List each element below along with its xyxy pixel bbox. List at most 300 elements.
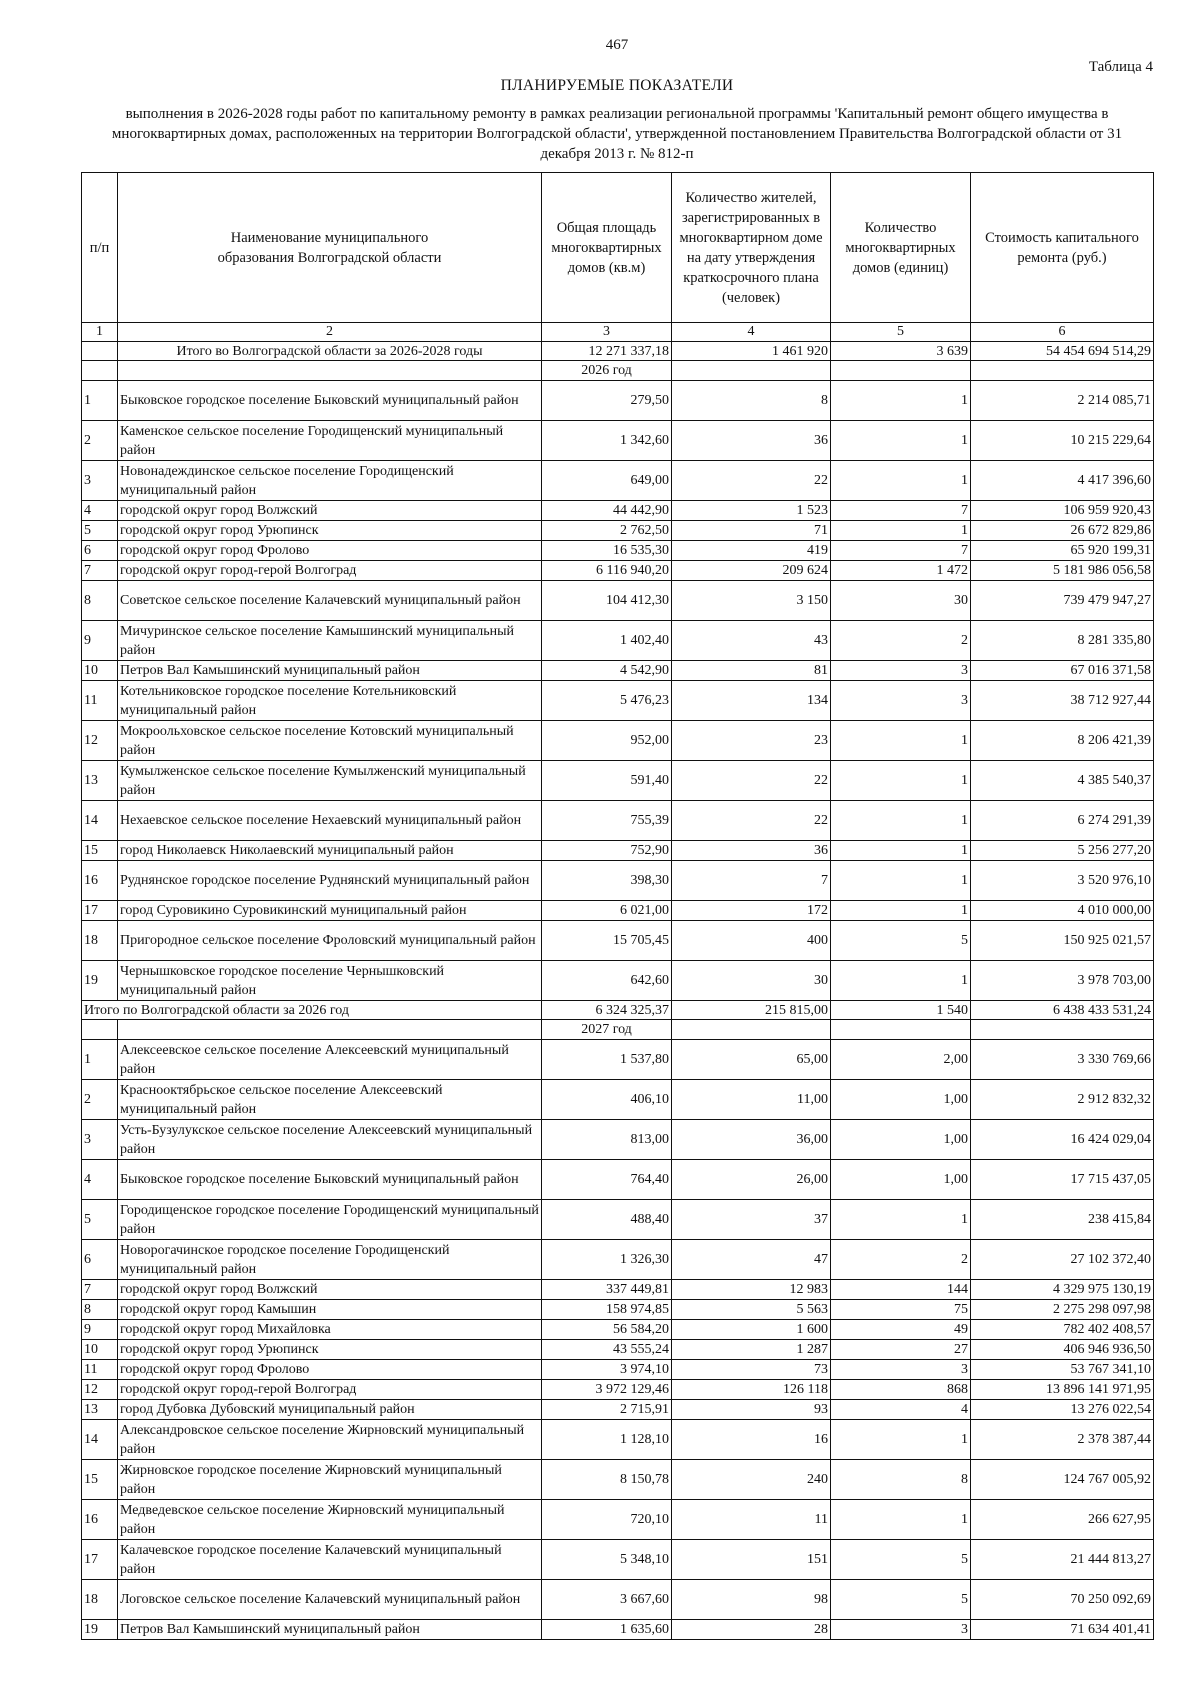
column-number: 2 bbox=[118, 323, 542, 342]
row-index: 16 bbox=[82, 1500, 118, 1540]
area-value: 952,00 bbox=[542, 721, 672, 761]
area-value: 5 348,10 bbox=[542, 1540, 672, 1580]
area-value: 2 715,91 bbox=[542, 1400, 672, 1420]
row-index: 15 bbox=[82, 1460, 118, 1500]
houses-value: 1 bbox=[831, 861, 971, 901]
houses-value: 75 bbox=[831, 1300, 971, 1320]
residents-value: 65,00 bbox=[672, 1040, 831, 1080]
area-value: 1 402,40 bbox=[542, 621, 672, 661]
houses-value: 1 bbox=[831, 421, 971, 461]
area-value: 1 537,80 bbox=[542, 1040, 672, 1080]
residents-value: 172 bbox=[672, 901, 831, 921]
row-index: 9 bbox=[82, 621, 118, 661]
area-value: 488,40 bbox=[542, 1200, 672, 1240]
table-row bbox=[82, 1080, 1154, 1120]
row-index: 15 bbox=[82, 841, 118, 861]
area-value: 764,40 bbox=[542, 1160, 672, 1200]
cost-value: 238 415,84 bbox=[971, 1200, 1154, 1240]
table-row bbox=[82, 681, 1154, 721]
houses-value: 1,00 bbox=[831, 1120, 971, 1160]
table-row bbox=[82, 721, 1154, 761]
cost-value: 124 767 005,92 bbox=[971, 1460, 1154, 1500]
municipality-name: Жирновское городское поселение Жирновский муниципальный район bbox=[118, 1460, 542, 1500]
table-row bbox=[82, 841, 1154, 861]
area-value: 406,10 bbox=[542, 1080, 672, 1120]
row-index: 13 bbox=[82, 1400, 118, 1420]
houses-value: 1 bbox=[831, 521, 971, 541]
municipality-name: Быковское городское поселение Быковский муниципальный район bbox=[118, 381, 542, 421]
area-value: 104 412,30 bbox=[542, 581, 672, 621]
cost-value: 2 378 387,44 bbox=[971, 1420, 1154, 1460]
cost-value: 2 214 085,71 bbox=[971, 381, 1154, 421]
houses-value: 7 bbox=[831, 541, 971, 561]
houses-value: 1 bbox=[831, 461, 971, 501]
residents-value: 11,00 bbox=[672, 1080, 831, 1120]
area-value: 6 021,00 bbox=[542, 901, 672, 921]
cost-value: 3 330 769,66 bbox=[971, 1040, 1154, 1080]
table-label: Таблица 4 bbox=[1088, 59, 1153, 75]
area-value: 398,30 bbox=[542, 861, 672, 901]
area-value: 591,40 bbox=[542, 761, 672, 801]
area-value: 16 535,30 bbox=[542, 541, 672, 561]
municipality-name: Новорогачинское городское поселение Городищенский муниципальный район bbox=[118, 1240, 542, 1280]
year-total-label: Итого по Волгоградской области за 2026 год bbox=[82, 1001, 542, 1020]
table-row bbox=[82, 1540, 1154, 1580]
row-index: 4 bbox=[82, 1160, 118, 1200]
table-row bbox=[82, 1420, 1154, 1460]
table-row bbox=[82, 1300, 1154, 1320]
municipality-name: Новонадеждинское сельское поселение Городищенский муниципальный район bbox=[118, 461, 542, 501]
municipality-name: Чернышковское городское поселение Чернышковский муниципальный район bbox=[118, 961, 542, 1001]
municipality-name: Краснооктябрьское сельское поселение Алексеевский муниципальный район bbox=[118, 1080, 542, 1120]
houses-value: 49 bbox=[831, 1320, 971, 1340]
row-index: 12 bbox=[82, 1380, 118, 1400]
municipality-name: городской округ город Волжский bbox=[118, 1280, 542, 1300]
row-index: 11 bbox=[82, 681, 118, 721]
table-row bbox=[82, 1460, 1154, 1500]
houses-value: 1 bbox=[831, 1420, 971, 1460]
cost-value: 67 016 371,58 bbox=[971, 661, 1154, 681]
year-total-houses: 1 540 bbox=[831, 1001, 971, 1020]
cost-value: 2 275 298 097,98 bbox=[971, 1300, 1154, 1320]
row-index: 19 bbox=[82, 1620, 118, 1640]
residents-value: 1 287 bbox=[672, 1340, 831, 1360]
cost-value: 70 250 092,69 bbox=[971, 1580, 1154, 1620]
row-index: 1 bbox=[82, 1040, 118, 1080]
table-row bbox=[82, 1360, 1154, 1380]
municipality-name: город Суровикино Суровикинский муниципальный район bbox=[118, 901, 542, 921]
municipality-name: город Дубовка Дубовский муниципальный район bbox=[118, 1400, 542, 1420]
houses-value: 1 bbox=[831, 1500, 971, 1540]
grand-total-label: Итого во Волгоградской области за 2026-2028 годы bbox=[118, 342, 542, 361]
municipality-name: Усть-Бузулукское сельское поселение Алексеевский муниципальный район bbox=[118, 1120, 542, 1160]
row-index: 10 bbox=[82, 661, 118, 681]
table-row bbox=[82, 541, 1154, 561]
residents-value: 240 bbox=[672, 1460, 831, 1500]
grand-total-residents: 1 461 920 bbox=[672, 342, 831, 361]
column-number-row bbox=[82, 323, 1154, 342]
row-index: 18 bbox=[82, 921, 118, 961]
table-row bbox=[82, 501, 1154, 521]
column-header: Стоимость капитального ремонта (руб.) bbox=[971, 173, 1154, 323]
houses-value: 27 bbox=[831, 1340, 971, 1360]
cost-value: 106 959 920,43 bbox=[971, 501, 1154, 521]
table-row bbox=[82, 961, 1154, 1001]
area-value: 813,00 bbox=[542, 1120, 672, 1160]
row-index: 4 bbox=[82, 501, 118, 521]
residents-value: 5 563 bbox=[672, 1300, 831, 1320]
municipality-name: Александровское сельское поселение Жирновский муниципальный район bbox=[118, 1420, 542, 1460]
document-title: ПЛАНИРУЕМЫЕ ПОКАЗАТЕЛИ bbox=[500, 77, 734, 94]
year-total-row bbox=[82, 1001, 1154, 1020]
municipality-name: Мокроольховское сельское поселение Котовский муниципальный район bbox=[118, 721, 542, 761]
residents-value: 11 bbox=[672, 1500, 831, 1540]
empty-cell bbox=[831, 361, 971, 381]
cost-value: 10 215 229,64 bbox=[971, 421, 1154, 461]
table-row bbox=[82, 761, 1154, 801]
cost-value: 27 102 372,40 bbox=[971, 1240, 1154, 1280]
cost-value: 4 417 396,60 bbox=[971, 461, 1154, 501]
table-row bbox=[82, 1200, 1154, 1240]
municipality-name: Быковское городское поселение Быковский муниципальный район bbox=[118, 1160, 542, 1200]
houses-value: 7 bbox=[831, 501, 971, 521]
table-row bbox=[82, 561, 1154, 581]
grand-total-cost: 54 454 694 514,29 bbox=[971, 342, 1154, 361]
cost-value: 3 520 976,10 bbox=[971, 861, 1154, 901]
municipality-name: городской округ город-герой Волгоград bbox=[118, 1380, 542, 1400]
residents-value: 36 bbox=[672, 841, 831, 861]
table-row bbox=[82, 661, 1154, 681]
area-value: 56 584,20 bbox=[542, 1320, 672, 1340]
cost-value: 13 276 022,54 bbox=[971, 1400, 1154, 1420]
table-row bbox=[82, 621, 1154, 661]
page-number: 467 bbox=[605, 37, 629, 53]
cost-value: 4 329 975 130,19 bbox=[971, 1280, 1154, 1300]
cost-value: 65 920 199,31 bbox=[971, 541, 1154, 561]
area-value: 8 150,78 bbox=[542, 1460, 672, 1500]
residents-value: 12 983 bbox=[672, 1280, 831, 1300]
row-index: 9 bbox=[82, 1320, 118, 1340]
cost-value: 8 281 335,80 bbox=[971, 621, 1154, 661]
row-index: 17 bbox=[82, 1540, 118, 1580]
table-row bbox=[82, 901, 1154, 921]
municipality-name: городской округ город Волжский bbox=[118, 501, 542, 521]
municipality-name: Медведевское сельское поселение Жирновский муниципальный район bbox=[118, 1500, 542, 1540]
cost-value: 3 978 703,00 bbox=[971, 961, 1154, 1001]
houses-value: 1 bbox=[831, 381, 971, 421]
column-header: Количество жителей, зарегистрированных в многоквартирном доме на дату утверждения краткосрочного плана (человек) bbox=[672, 173, 831, 323]
table-header-row bbox=[82, 173, 1154, 323]
cost-value: 17 715 437,05 bbox=[971, 1160, 1154, 1200]
column-number: 1 bbox=[82, 323, 118, 342]
residents-value: 16 bbox=[672, 1420, 831, 1460]
year-label: 2027 год bbox=[542, 1020, 672, 1040]
area-value: 720,10 bbox=[542, 1500, 672, 1540]
residents-value: 209 624 bbox=[672, 561, 831, 581]
municipality-name: Руднянское городское поселение Руднянский муниципальный район bbox=[118, 861, 542, 901]
area-value: 15 705,45 bbox=[542, 921, 672, 961]
row-index: 14 bbox=[82, 1420, 118, 1460]
table-row bbox=[82, 1500, 1154, 1540]
municipality-name: Советское сельское поселение Калачевский муниципальный район bbox=[118, 581, 542, 621]
grand-total-houses: 3 639 bbox=[831, 342, 971, 361]
municipality-name: Городищенское городское поселение Городищенский муниципальный район bbox=[118, 1200, 542, 1240]
cost-value: 5 256 277,20 bbox=[971, 841, 1154, 861]
area-value: 43 555,24 bbox=[542, 1340, 672, 1360]
table-row bbox=[82, 1380, 1154, 1400]
row-index: 8 bbox=[82, 1300, 118, 1320]
empty-cell bbox=[82, 342, 118, 361]
row-index: 6 bbox=[82, 1240, 118, 1280]
row-index: 3 bbox=[82, 1120, 118, 1160]
row-index: 13 bbox=[82, 761, 118, 801]
houses-value: 144 bbox=[831, 1280, 971, 1300]
row-index: 17 bbox=[82, 901, 118, 921]
row-index: 12 bbox=[82, 721, 118, 761]
houses-value: 1 472 bbox=[831, 561, 971, 581]
houses-value: 4 bbox=[831, 1400, 971, 1420]
residents-value: 26,00 bbox=[672, 1160, 831, 1200]
area-value: 3 667,60 bbox=[542, 1580, 672, 1620]
column-header: Общая площадь многоквартирных домов (кв.м) bbox=[542, 173, 672, 323]
municipality-name: Котельниковское городское поселение Котельниковский муниципальный район bbox=[118, 681, 542, 721]
houses-value: 1 bbox=[831, 841, 971, 861]
cost-value: 2 912 832,32 bbox=[971, 1080, 1154, 1120]
municipality-name: Кумылженское сельское поселение Кумылженский муниципальный район bbox=[118, 761, 542, 801]
table-row bbox=[82, 1040, 1154, 1080]
cost-value: 150 925 021,57 bbox=[971, 921, 1154, 961]
houses-value: 5 bbox=[831, 921, 971, 961]
houses-value: 30 bbox=[831, 581, 971, 621]
residents-value: 47 bbox=[672, 1240, 831, 1280]
table-row bbox=[82, 581, 1154, 621]
empty-cell bbox=[82, 361, 118, 381]
row-index: 10 bbox=[82, 1340, 118, 1360]
municipality-name: Каменское сельское поселение Городищенский муниципальный район bbox=[118, 421, 542, 461]
cost-value: 266 627,95 bbox=[971, 1500, 1154, 1540]
row-index: 8 bbox=[82, 581, 118, 621]
houses-value: 5 bbox=[831, 1580, 971, 1620]
municipality-name: городской округ город Урюпинск bbox=[118, 521, 542, 541]
empty-cell bbox=[118, 1020, 542, 1040]
table-row bbox=[82, 1120, 1154, 1160]
cost-value: 5 181 986 056,58 bbox=[971, 561, 1154, 581]
indicators-table bbox=[81, 172, 1154, 1640]
empty-cell bbox=[672, 361, 831, 381]
residents-value: 81 bbox=[672, 661, 831, 681]
area-value: 337 449,81 bbox=[542, 1280, 672, 1300]
municipality-name: Нехаевское сельское поселение Нехаевский муниципальный район bbox=[118, 801, 542, 841]
empty-cell bbox=[971, 361, 1154, 381]
year-total-area: 6 324 325,37 bbox=[542, 1001, 672, 1020]
document-subtitle: выполнения в 2026-2028 годы работ по капитальному ремонту в рамках реализации региональной программы 'Капитальный ремонт общего имущества в многоквартирных домах, расположенных на территории Волгоградской области', утвержденной постановлением Правительства Волгоградской области от 31 декабря 2013 г. № 812-п bbox=[111, 106, 1123, 162]
residents-value: 400 bbox=[672, 921, 831, 961]
houses-value: 5 bbox=[831, 1540, 971, 1580]
cost-value: 13 896 141 971,95 bbox=[971, 1380, 1154, 1400]
column-number: 3 bbox=[542, 323, 672, 342]
municipality-name: городской округ город Урюпинск bbox=[118, 1340, 542, 1360]
cost-value: 4 385 540,37 bbox=[971, 761, 1154, 801]
residents-value: 36,00 bbox=[672, 1120, 831, 1160]
grand-total-area: 12 271 337,18 bbox=[542, 342, 672, 361]
municipality-name: городской округ город-герой Волгоград bbox=[118, 561, 542, 581]
column-number: 6 bbox=[971, 323, 1154, 342]
area-value: 642,60 bbox=[542, 961, 672, 1001]
municipality-name: городской округ город Камышин bbox=[118, 1300, 542, 1320]
houses-value: 2 bbox=[831, 1240, 971, 1280]
row-index: 3 bbox=[82, 461, 118, 501]
municipality-name: городской округ город Михайловка bbox=[118, 1320, 542, 1340]
row-index: 16 bbox=[82, 861, 118, 901]
area-value: 3 972 129,46 bbox=[542, 1380, 672, 1400]
houses-value: 1 bbox=[831, 721, 971, 761]
table-body bbox=[82, 173, 1154, 1640]
column-header: Наименование муниципального образования Волгоградской области bbox=[118, 173, 542, 323]
area-value: 755,39 bbox=[542, 801, 672, 841]
residents-value: 23 bbox=[672, 721, 831, 761]
table-row bbox=[82, 1620, 1154, 1640]
grand-total-row bbox=[82, 342, 1154, 361]
empty-cell bbox=[82, 1020, 118, 1040]
cost-value: 8 206 421,39 bbox=[971, 721, 1154, 761]
year-total-cost: 6 438 433 531,24 bbox=[971, 1001, 1154, 1020]
residents-value: 28 bbox=[672, 1620, 831, 1640]
houses-value: 3 bbox=[831, 1360, 971, 1380]
houses-value: 1 bbox=[831, 901, 971, 921]
houses-value: 1 bbox=[831, 761, 971, 801]
cost-value: 6 274 291,39 bbox=[971, 801, 1154, 841]
table-row bbox=[82, 1240, 1154, 1280]
houses-value: 3 bbox=[831, 1620, 971, 1640]
cost-value: 38 712 927,44 bbox=[971, 681, 1154, 721]
residents-value: 37 bbox=[672, 1200, 831, 1240]
table-row bbox=[82, 381, 1154, 421]
row-index: 11 bbox=[82, 1360, 118, 1380]
year-section-row bbox=[82, 1020, 1154, 1040]
municipality-name: Мичуринское сельское поселение Камышинский муниципальный район bbox=[118, 621, 542, 661]
year-total-residents: 215 815,00 bbox=[672, 1001, 831, 1020]
residents-value: 22 bbox=[672, 761, 831, 801]
houses-value: 1 bbox=[831, 801, 971, 841]
area-value: 752,90 bbox=[542, 841, 672, 861]
row-index: 6 bbox=[82, 541, 118, 561]
area-value: 44 442,90 bbox=[542, 501, 672, 521]
residents-value: 151 bbox=[672, 1540, 831, 1580]
row-index: 1 bbox=[82, 381, 118, 421]
empty-cell bbox=[831, 1020, 971, 1040]
table-row bbox=[82, 1580, 1154, 1620]
table-row bbox=[82, 1340, 1154, 1360]
municipality-name: Логовское сельское поселение Калачевский муниципальный район bbox=[118, 1580, 542, 1620]
cost-value: 739 479 947,27 bbox=[971, 581, 1154, 621]
cost-value: 782 402 408,57 bbox=[971, 1320, 1154, 1340]
cost-value: 406 946 936,50 bbox=[971, 1340, 1154, 1360]
houses-value: 2 bbox=[831, 621, 971, 661]
empty-cell bbox=[971, 1020, 1154, 1040]
area-value: 6 116 940,20 bbox=[542, 561, 672, 581]
municipality-name: Калачевское городское поселение Калачевский муниципальный район bbox=[118, 1540, 542, 1580]
municipality-name: Петров Вал Камышинский муниципальный район bbox=[118, 661, 542, 681]
houses-value: 1,00 bbox=[831, 1080, 971, 1120]
area-value: 1 342,60 bbox=[542, 421, 672, 461]
table-row bbox=[82, 521, 1154, 541]
municipality-name: городской округ город Фролово bbox=[118, 541, 542, 561]
residents-value: 419 bbox=[672, 541, 831, 561]
area-value: 158 974,85 bbox=[542, 1300, 672, 1320]
residents-value: 30 bbox=[672, 961, 831, 1001]
table-row bbox=[82, 1280, 1154, 1300]
residents-value: 126 118 bbox=[672, 1380, 831, 1400]
column-header: Количество многоквартирных домов (единиц) bbox=[831, 173, 971, 323]
row-index: 2 bbox=[82, 421, 118, 461]
area-value: 2 762,50 bbox=[542, 521, 672, 541]
municipality-name: Петров Вал Камышинский муниципальный район bbox=[118, 1620, 542, 1640]
area-value: 279,50 bbox=[542, 381, 672, 421]
residents-value: 3 150 bbox=[672, 581, 831, 621]
table-row bbox=[82, 421, 1154, 461]
municipality-name: город Николаевск Николаевский муниципальный район bbox=[118, 841, 542, 861]
residents-value: 22 bbox=[672, 461, 831, 501]
area-value: 649,00 bbox=[542, 461, 672, 501]
area-value: 5 476,23 bbox=[542, 681, 672, 721]
table-row bbox=[82, 1400, 1154, 1420]
residents-value: 93 bbox=[672, 1400, 831, 1420]
residents-value: 134 bbox=[672, 681, 831, 721]
empty-cell bbox=[118, 361, 542, 381]
cost-value: 16 424 029,04 bbox=[971, 1120, 1154, 1160]
cost-value: 53 767 341,10 bbox=[971, 1360, 1154, 1380]
row-index: 5 bbox=[82, 521, 118, 541]
table-row bbox=[82, 1160, 1154, 1200]
residents-value: 36 bbox=[672, 421, 831, 461]
year-section-row bbox=[82, 361, 1154, 381]
row-index: 18 bbox=[82, 1580, 118, 1620]
houses-value: 1 bbox=[831, 1200, 971, 1240]
area-value: 1 128,10 bbox=[542, 1420, 672, 1460]
houses-value: 3 bbox=[831, 661, 971, 681]
cost-value: 21 444 813,27 bbox=[971, 1540, 1154, 1580]
houses-value: 1,00 bbox=[831, 1160, 971, 1200]
houses-value: 1 bbox=[831, 961, 971, 1001]
residents-value: 98 bbox=[672, 1580, 831, 1620]
residents-value: 73 bbox=[672, 1360, 831, 1380]
column-number: 5 bbox=[831, 323, 971, 342]
residents-value: 7 bbox=[672, 861, 831, 901]
table-row bbox=[82, 861, 1154, 901]
area-value: 4 542,90 bbox=[542, 661, 672, 681]
municipality-name: городской округ город Фролово bbox=[118, 1360, 542, 1380]
row-index: 2 bbox=[82, 1080, 118, 1120]
row-index: 5 bbox=[82, 1200, 118, 1240]
residents-value: 1 523 bbox=[672, 501, 831, 521]
residents-value: 43 bbox=[672, 621, 831, 661]
residents-value: 71 bbox=[672, 521, 831, 541]
houses-value: 868 bbox=[831, 1380, 971, 1400]
cost-value: 26 672 829,86 bbox=[971, 521, 1154, 541]
residents-value: 1 600 bbox=[672, 1320, 831, 1340]
area-value: 1 635,60 bbox=[542, 1620, 672, 1640]
empty-cell bbox=[672, 1020, 831, 1040]
table-row bbox=[82, 921, 1154, 961]
area-value: 1 326,30 bbox=[542, 1240, 672, 1280]
houses-value: 2,00 bbox=[831, 1040, 971, 1080]
row-index: 14 bbox=[82, 801, 118, 841]
municipality-name: Алексеевское сельское поселение Алексеевский муниципальный район bbox=[118, 1040, 542, 1080]
row-index: 7 bbox=[82, 561, 118, 581]
residents-value: 22 bbox=[672, 801, 831, 841]
column-header: п/п bbox=[82, 173, 118, 323]
table-row bbox=[82, 1320, 1154, 1340]
